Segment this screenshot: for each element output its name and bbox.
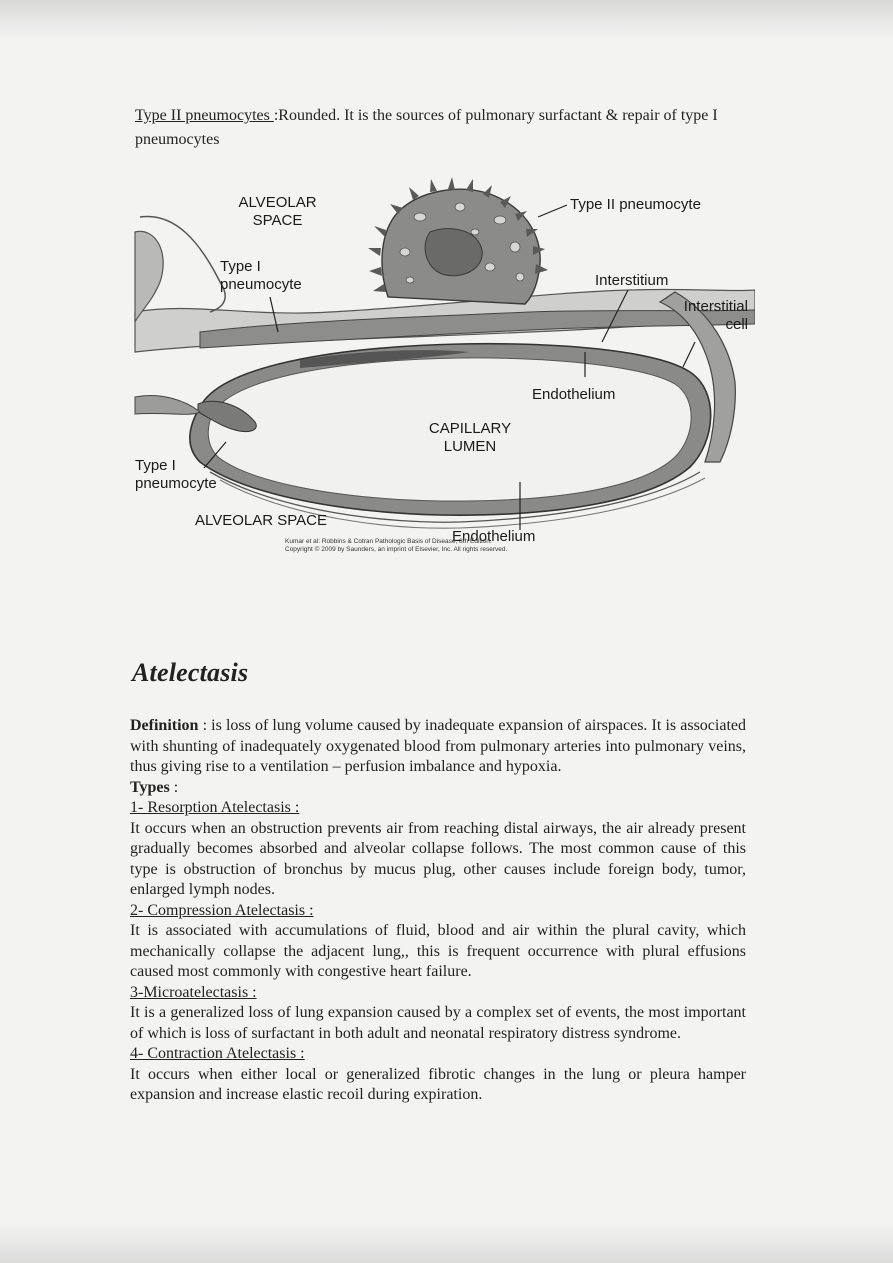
definition-text: : is loss of lung volume caused by inadequate expansion of airspaces. It is associated with shunting of inadequately oxygenated blood from pulmonary arteries into pulmonary veins, thus giving rise to a ventilation – perfusion imbalance and hypoxia.	[130, 717, 746, 775]
type2-pneumocyte-cell	[368, 177, 548, 304]
types-heading	[130, 778, 746, 799]
intro-paragraph	[135, 104, 760, 152]
definition-paragraph	[130, 716, 746, 778]
scan-shadow-top	[0, 0, 893, 40]
section-body	[130, 716, 746, 1106]
types-suffix: :	[169, 778, 179, 796]
label-interstitial-cell: Interstitial cell	[683, 298, 748, 333]
type-3-text: It is a generalized loss of lung expansion caused by a complex set of events, the most important of which is loss of surfactant in both adult and neonatal respiratory distress syndrome.	[130, 1004, 746, 1042]
figure-credit	[285, 538, 507, 554]
type-1-text: It occurs when an obstruction prevents air from reaching distal airways, the air already present gradually becomes absorbed and alveolar collapse follows. The most common cause of this type is obstruction of bronchus by mucus plug, other causes include foreign body, tumor, enlarged lymph nodes.	[130, 819, 746, 898]
label-type1-pneumocyte-bottom: Type I pneumocyte	[135, 457, 217, 492]
types-label: Types	[130, 778, 170, 796]
type-3-heading: 3-Microatelectasis :	[130, 983, 257, 1001]
label-endothelium-top: Endothelium	[532, 386, 616, 403]
section-title: Atelectasis	[132, 658, 249, 687]
type-4-text: It occurs when either local or generalized fibrotic changes in the lung or pleura hamper expansion and increase elastic recoil during expiration.	[130, 1065, 746, 1103]
definition-label: Definition	[130, 717, 199, 734]
intro-text: :Rounded. It is the sources of pulmonary surfactant & repair of type I pneumocytes	[135, 107, 718, 148]
scan-shadow-bottom	[0, 1223, 893, 1263]
credit-line-2: Copyright © 2009 by Saunders, an imprint of Elsevier, Inc. All rights reserved.	[285, 546, 508, 553]
label-interstitium: Interstitium	[595, 272, 669, 289]
type-2-heading: 2- Compression Atelectasis :	[130, 901, 314, 919]
label-endothelium-bottom: Endothelium	[452, 528, 536, 545]
label-alveolar-space-bottom: ALVEOLAR SPACE	[195, 512, 327, 529]
label-alveolar-space-top	[220, 194, 335, 230]
alveolar-wall-figure	[130, 172, 755, 572]
left-lower-fold	[135, 395, 200, 414]
type-1-heading: 1- Resorption Atelectasis :	[130, 799, 300, 816]
label-type1-pneumocyte-top: Type I pneumocyte	[220, 258, 302, 293]
credit-line-1: Kumar et al: Robbins & Cotran Pathologic Basis of Disease, 8th Edition.	[285, 538, 492, 545]
type-4-heading: 4- Contraction Atelectasis :	[130, 1045, 305, 1062]
label-alveolar-space-top-text: ALVEOLAR SPACE	[238, 194, 317, 229]
left-wall-fold	[135, 231, 163, 322]
label-capillary-lumen: CAPILLARY LUMEN	[428, 420, 512, 455]
type-2-text: It is associated with accumulations of fluid, blood and air within the plural cavity, which mechanically collapse the adjacent lung,, this is frequent occurrence with plural effusions caused most commonly with congestive heart failure.	[130, 922, 746, 980]
label-type2-pneumocyte: Type II pneumocyte	[570, 196, 701, 213]
intro-term: Type II pneumocytes	[135, 107, 274, 124]
